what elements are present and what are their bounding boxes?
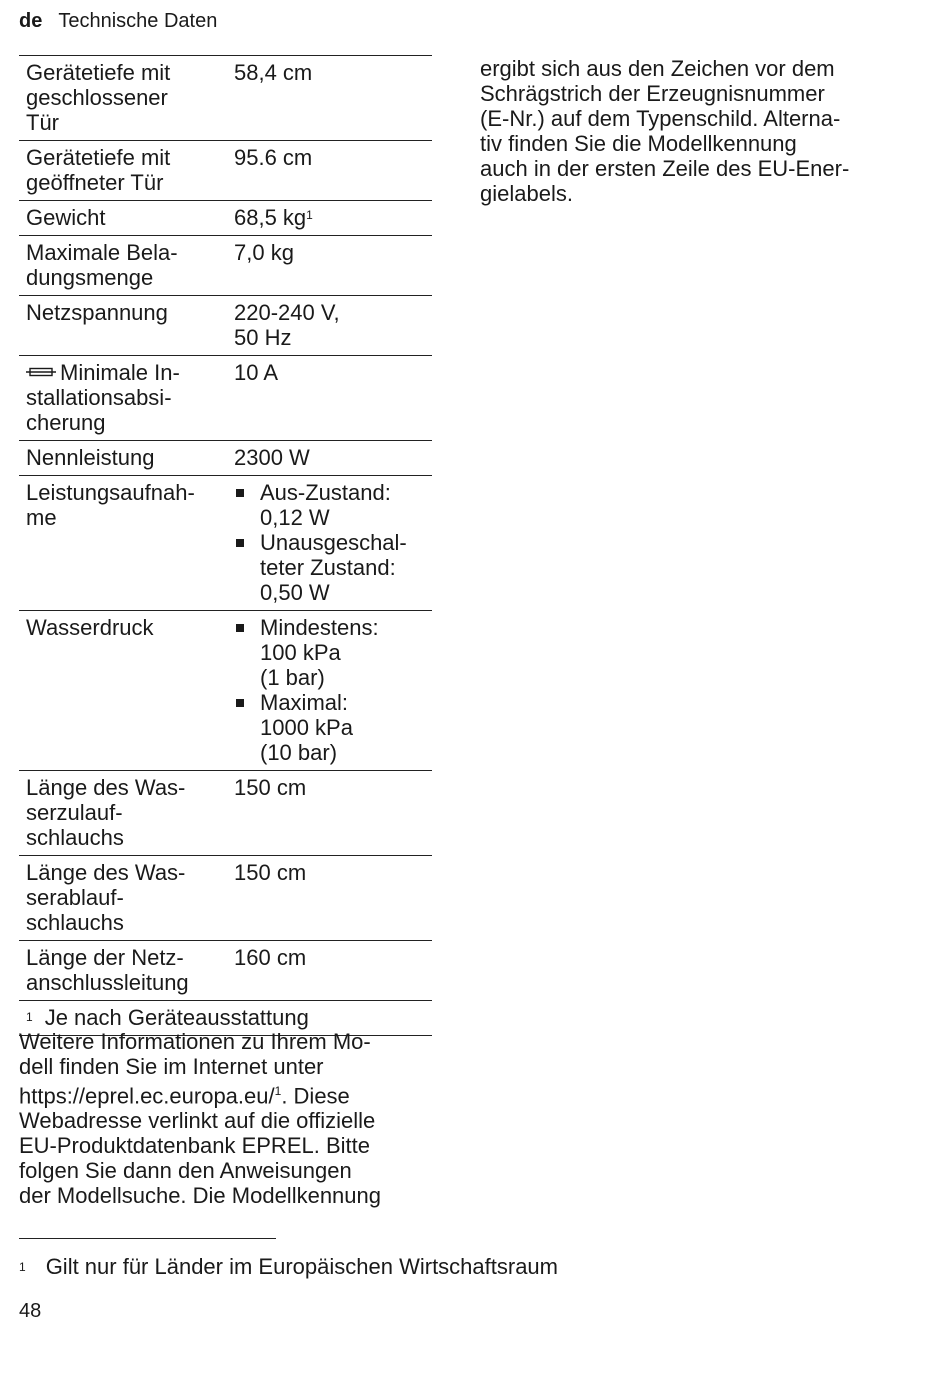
row-value: 2300 W — [234, 445, 310, 470]
row-label: Minimale In- stallationsabsi- cherung — [26, 360, 180, 435]
table-row — [19, 441, 432, 476]
table-row — [19, 56, 432, 141]
section-title: Technische Daten — [58, 10, 218, 32]
list-item: Mindestens: 100 kPa (1 bar) — [234, 615, 432, 690]
row-label: Netzspannung — [26, 300, 168, 325]
body-text-left: Weitere Informationen zu Ihrem Mo- dell finden Sie im Internet unter https://eprel.ec.europa.eu/$^1$. Diese Webadresse verlinkt auf die offizielle EU-Produktdatenbank EPREL. Bitte folgen Sie dann den Anweisungen der Modellsuche. Die Modellkennung — [19, 1029, 381, 1209]
row-value: 220-240 V, 50 Hz — [234, 300, 340, 350]
row-value — [226, 476, 432, 611]
list-item: Maximal: 1000 kPa (10 bar) — [234, 690, 432, 765]
row-value: 150 cm — [234, 775, 307, 800]
bullet-list — [234, 480, 432, 605]
row-value — [226, 611, 432, 771]
page-header — [19, 8, 217, 34]
table-row — [19, 771, 432, 856]
table-row — [19, 296, 432, 356]
table-row — [19, 856, 432, 941]
technical-data-table — [19, 55, 432, 1036]
row-value: 10 A — [234, 360, 279, 385]
bullet-list — [234, 615, 432, 765]
row-value: 95.6 cm — [234, 145, 313, 170]
row-label: Länge des Was- serzulauf- schlauchs — [26, 775, 186, 850]
table-row — [19, 941, 432, 1001]
footnote-ref: 1 — [306, 208, 313, 222]
body-text-right: ergibt sich aus den Zeichen vor dem Schrägstrich der Erzeugnisnummer (E-Nr.) auf dem Typenschild. Alterna- tiv finden Sie die Modellkennung auch in der ersten Zeile des EU-Ener- gielabels. — [480, 56, 850, 206]
row-value: 160 cm — [234, 945, 307, 970]
row-value: 68,5 $kg^1$ — [234, 205, 313, 230]
page-footnote: $^1$ Gilt nur für Länder im Europäischen Wirtschaftsraum — [19, 1254, 558, 1279]
table-row — [19, 201, 432, 236]
list-item: Aus-Zustand: 0,12 W — [234, 480, 432, 530]
table-row — [19, 141, 432, 201]
table-row — [19, 236, 432, 296]
page-number: 48 — [19, 1300, 42, 1322]
row-label: Gewicht — [26, 205, 106, 230]
row-value: 58,4 cm — [234, 60, 313, 85]
footnote-ref: 1 — [274, 1084, 282, 1098]
table-footnote: $^1$ Je nach Geräteausstattung — [26, 1005, 309, 1030]
row-label: Maximale Bela- dungsmenge — [26, 240, 178, 290]
fuse-icon — [26, 367, 56, 377]
table-row — [19, 356, 432, 441]
row-label: Länge des Was- serablauf- schlauchs — [26, 860, 186, 935]
row-label: Gerätetiefe mit geöffneter Tür — [26, 145, 171, 195]
table-row — [19, 611, 432, 771]
row-value: 150 cm — [234, 860, 307, 885]
table-row — [19, 476, 432, 611]
list-item: Unausgeschal- teter Zustand: 0,50 W — [234, 530, 432, 605]
row-label: Länge der Netz- anschlussleitung — [26, 945, 189, 995]
row-label: Leistungsaufnah- me — [26, 480, 195, 530]
row-value: 7,0 kg — [234, 240, 294, 265]
row-label: Gerätetiefe mit geschlossener Tür — [26, 60, 171, 135]
row-label: Wasserdruck — [26, 615, 154, 640]
row-label: Nennleistung — [26, 445, 155, 470]
footnote-divider — [19, 1238, 276, 1239]
language-code: de — [19, 10, 43, 32]
